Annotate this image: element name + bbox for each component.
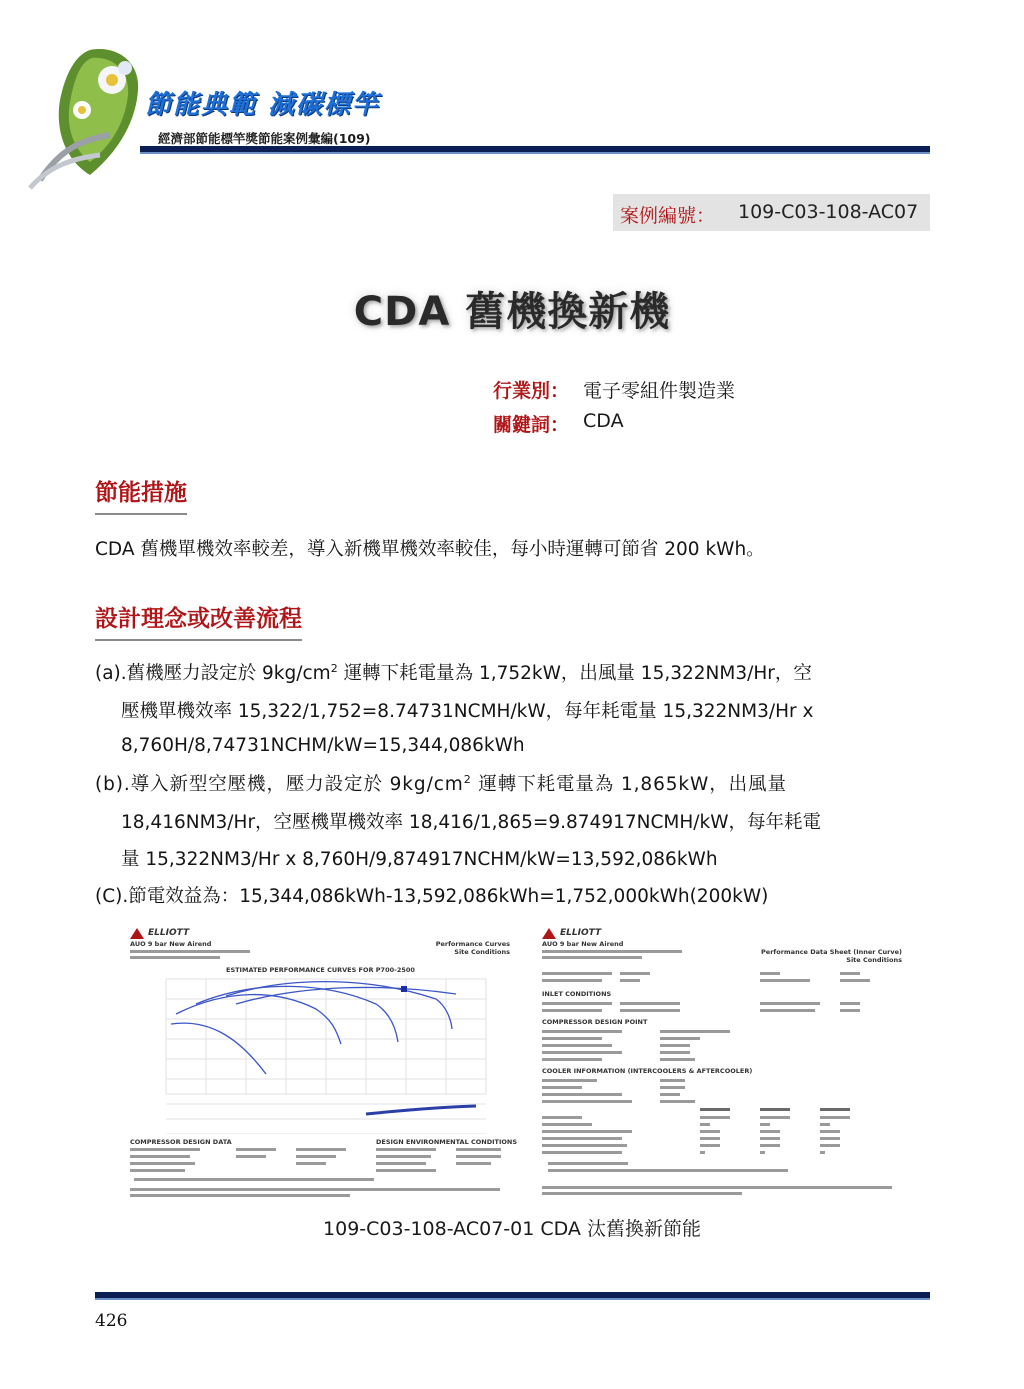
- figure-left-model: AUO 9 bar New Airend: [130, 940, 212, 948]
- figure-left-header-1: Performance Curves: [435, 940, 510, 948]
- item-b-line-1: (b).導入新型空壓機，壓力設定於 $9kg/cm^2$ 運轉下耗電量為 1,865kW，出風量: [95, 772, 787, 795]
- section-heading-design: 設計理念或改善流程: [95, 600, 302, 641]
- case-number-label: 案例編號：: [620, 205, 716, 227]
- item-a-line-1: (a).舊機壓力設定於 $9kg/cm^2$ 運轉下耗電量為 1,752kW，出風量 15,322NM3/Hr，空: [95, 661, 812, 684]
- footer-rule: [95, 1292, 930, 1300]
- item-b-line-2: 18,416NM3/Hr，空壓機單機效率 18,416/1,865=9.874917NCMH/kW，每年耗電: [121, 812, 822, 833]
- case-number-value: 109-C03-108-AC07: [738, 201, 919, 223]
- figure-left-chart-title: ESTIMATED PERFORMANCE CURVES FOR P700-2500: [226, 966, 415, 974]
- measures-text: CDA 舊機單機效率較差，導入新機單機效率較佳，每小時運轉可節省 200 kWh。: [95, 539, 765, 560]
- figure-right-row-3: COOLER INFORMATION (INTERCOOLERS & AFTERCOOLER): [542, 1067, 753, 1075]
- figure-right-header-2: Site Conditions: [846, 956, 902, 964]
- figure-left-table-heading-2: DESIGN ENVIRONMENTAL CONDITIONS: [376, 1138, 518, 1146]
- industry-value: 電子零組件製造業: [583, 380, 736, 402]
- figure-caption: 109-C03-108-AC07-01 CDA 汰舊換新節能: [323, 1218, 701, 1240]
- performance-curves-graphic: [136, 974, 506, 1134]
- figure-right-model: AUO 9 bar New Airend: [542, 940, 624, 948]
- figure-right-row-1: INLET CONDITIONS: [542, 990, 612, 998]
- header-rule: [140, 146, 930, 154]
- item-a-line-3: 8,760H/8,74731NCHM/kW=15,344,086kWh: [121, 735, 525, 756]
- page-number: 426: [95, 1311, 128, 1331]
- figure-left-brand: ELLIOTT: [148, 928, 190, 938]
- section-heading-measures: 節能措施: [95, 474, 187, 515]
- figure-performance-curves: [126, 926, 518, 1200]
- figure-left-header-2: Site Conditions: [454, 948, 510, 956]
- item-a-line-2: 壓機單機效率 15,322/1,752=8.74731NCMH/kW，每年耗電量 15,322NM3/Hr x: [121, 701, 814, 722]
- figure-left-table-heading-1: COMPRESSOR DESIGN DATA: [130, 1138, 232, 1146]
- header-subtitle: 經濟部節能標竿獎節能案例彙編(109): [158, 131, 371, 146]
- figure-right-brand: ELLIOTT: [560, 928, 602, 938]
- item-b-line-3: 量 15,322NM3/Hr x 8,760H/9,874917NCHM/kW=13,592,086kWh: [121, 849, 718, 870]
- slogan: 節能典範 減碳標竿: [145, 90, 381, 120]
- elliott-logo-icon: [130, 928, 144, 939]
- keyword-value: CDA: [583, 410, 624, 432]
- industry-label: 行業別：: [493, 380, 570, 402]
- keyword-label: 關鍵詞：: [493, 414, 570, 436]
- item-c-line-1: (C).節電效益為：15,344,086kWh-13,592,086kWh=1,752,000kWh(200kW): [95, 886, 769, 907]
- figure-right-row-2: COMPRESSOR DESIGN POINT: [542, 1018, 648, 1026]
- page-title: CDA 舊機換新機: [353, 289, 671, 335]
- figure-performance-data-sheet: [540, 926, 904, 1200]
- figure-right-header-1: Performance Data Sheet (Inner Curve): [761, 948, 902, 956]
- elliott-logo-icon: [542, 928, 556, 939]
